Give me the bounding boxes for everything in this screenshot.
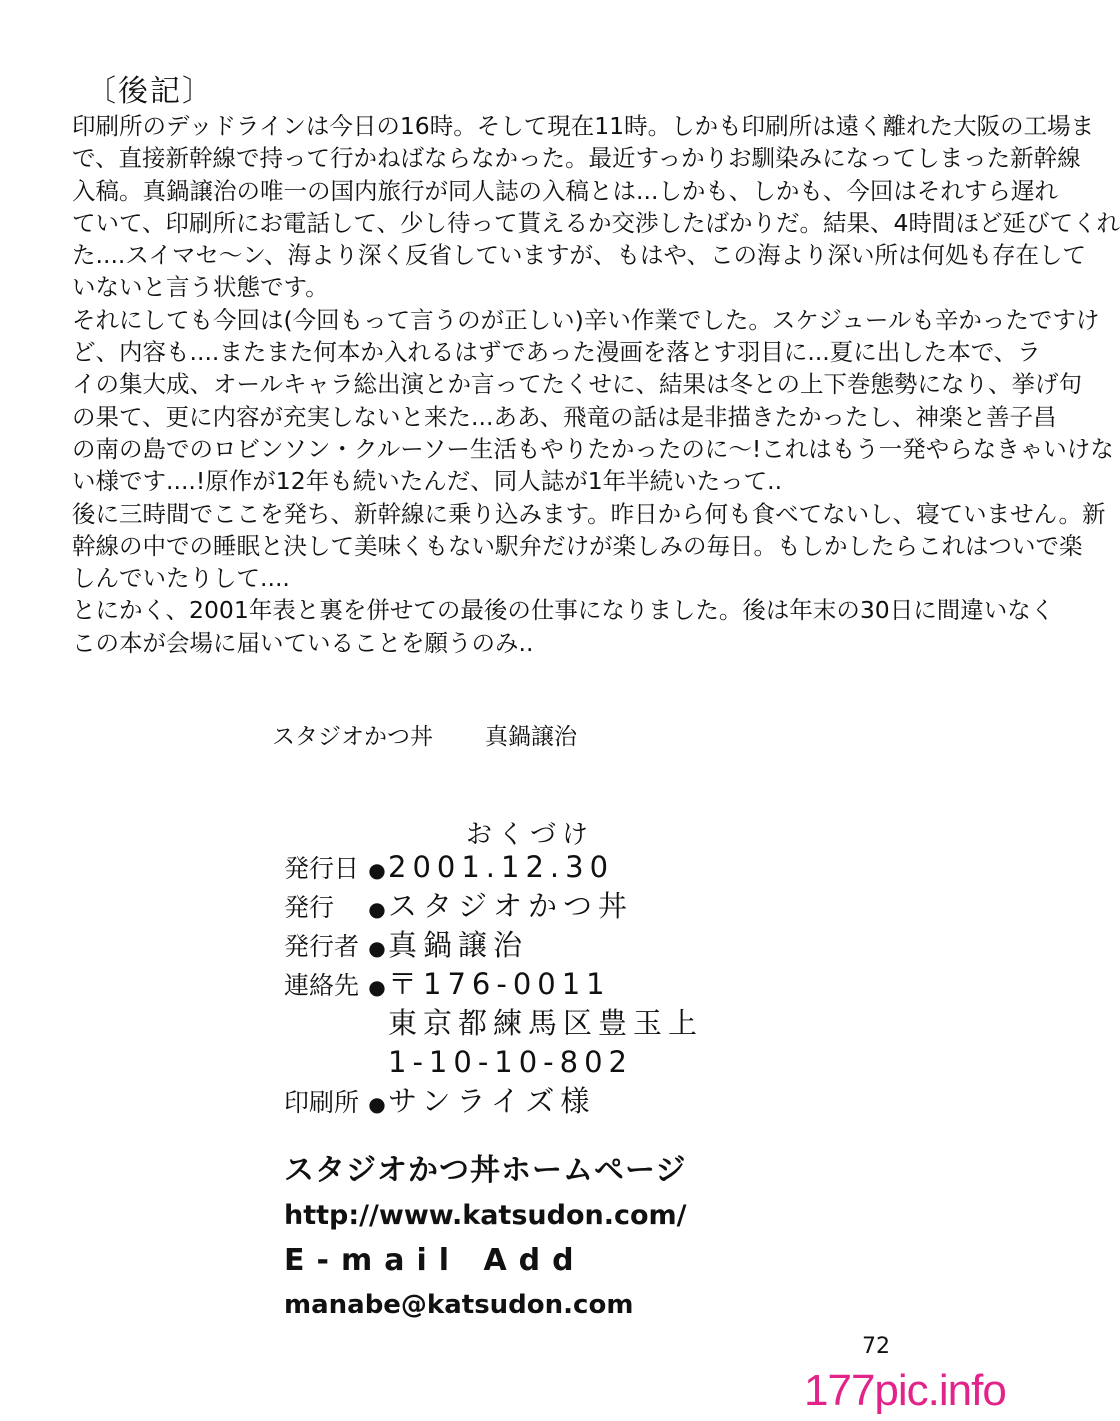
- body-line: ど、内容も....またまた何本か入れるはずであった漫画を落とす羽目に...夏に出した本で、ラ: [72, 338, 1041, 367]
- signature-studio: スタジオかつ丼: [272, 724, 433, 750]
- colophon-value: 2001.12.30: [388, 850, 615, 884]
- body-line: 印刷所のデッドラインは今日の16時。そして現在11時。しかも印刷所は遠く離れた大阪の工場ま: [72, 112, 1095, 140]
- body-line: この本が会場に届いていることを願うのみ..: [72, 628, 534, 657]
- body-line: しんでいたりして....: [72, 564, 290, 593]
- signature-author: 真鍋譲治: [485, 724, 577, 750]
- address-line: 東京都練馬区豊玉上: [388, 1006, 704, 1040]
- colophon-value: スタジオかつ丼: [388, 889, 634, 923]
- afterword-body: [72, 110, 1120, 659]
- body-line: それにしても今回は(今回もって言うのが正しい)辛い作業でした。スケジュールも辛かったですけ: [72, 305, 1100, 334]
- colophon-label: 発行: [284, 893, 335, 922]
- body-line: で、直接新幹線で持って行かねばならなかった。最近すっかりお馴染みになってしまった新幹線: [72, 144, 1081, 173]
- afterword-heading: 〔後記〕: [86, 74, 214, 109]
- homepage-title: スタジオかつ丼ホームページ: [284, 1153, 687, 1188]
- bullet-icon: ●: [368, 1092, 386, 1116]
- homepage-block: [284, 1148, 844, 1328]
- bullet-icon: ●: [368, 858, 386, 882]
- colophon-value: サンライズ様: [388, 1084, 596, 1118]
- colophon-label: 発行日: [284, 854, 360, 883]
- colophon-row-contact: [284, 965, 844, 1004]
- colophon-label: 発行者: [284, 932, 360, 961]
- page-number: 72: [862, 1334, 890, 1359]
- body-line: イの集大成、オールキャラ総出演とか言ってたくせに、結果は冬との上下巻態勢になり、挙げ句: [72, 370, 1083, 399]
- bullet-icon: ●: [368, 936, 386, 960]
- colophon-title: おくづけ: [466, 820, 595, 850]
- email-label: E-mail Add: [284, 1243, 586, 1278]
- body-line: 後に三時間でここを発ち、新幹線に乗り込みます。昨日から何も食べてないし、寝ていません。新: [72, 499, 1106, 528]
- colophon-row-publisher: [284, 887, 844, 926]
- colophon-row-issuer: [284, 926, 844, 965]
- colophon-value: 真鍋譲治: [388, 928, 529, 962]
- colophon-row-address-1: [284, 1004, 844, 1043]
- body-line: とにかく、2001年表と裏を併せての最後の仕事になりました。後は年末の30日に間違いなく: [72, 596, 1055, 625]
- bullet-icon: ●: [368, 975, 386, 999]
- colophon-label: 印刷所: [284, 1088, 360, 1117]
- bullet-icon: ●: [368, 897, 386, 921]
- colophon: [284, 848, 844, 1121]
- afterword-signature: [272, 718, 577, 751]
- body-line: ていて、印刷所にお電話して、少し待って貰えるか交渉したばかりだ。結果、4時間ほど延びてくれ: [72, 208, 1120, 237]
- colophon-row-printer: [284, 1082, 844, 1121]
- body-line: の南の島でのロビンソン・クルーソー生活もやりたかったのに〜!これはもう一発やらなきゃいけな: [72, 434, 1114, 463]
- body-line: 入稿。真鍋譲治の唯一の国内旅行が同人誌の入稿とは...しかも、しかも、今回はそれすら遅れ: [72, 176, 1058, 205]
- colophon-value: 〒176-0011: [388, 967, 611, 1001]
- body-line: 幹線の中での睡眠と決して美味くもない駅弁だけが楽しみの毎日。もしかしたらこれはついで楽: [72, 531, 1083, 560]
- colophon-label: 連絡先: [284, 971, 360, 1000]
- body-line: の果て、更に内容が充実しないと来た...ああ、飛竜の話は是非描きたかったし、神楽と善子昌: [72, 402, 1057, 431]
- colophon-row-address-2: [284, 1043, 844, 1082]
- homepage-url: http://www.katsudon.com/: [284, 1200, 687, 1231]
- body-line: いないと言う状態です。: [72, 273, 329, 302]
- colophon-row-publish-date: [284, 848, 844, 887]
- email-address: manabe@katsudon.com: [284, 1290, 634, 1320]
- watermark-text: 177pic.info: [804, 1366, 1006, 1415]
- body-line: た....スイマセ〜ン、海より深く反省していますが、もはや、この海より深い所は何処も存在して: [72, 241, 1087, 270]
- body-line: い様です....!原作が12年も続いたんだ、同人誌が1年半続いたって..: [72, 467, 783, 496]
- address-line: 1-10-10-802: [388, 1045, 633, 1079]
